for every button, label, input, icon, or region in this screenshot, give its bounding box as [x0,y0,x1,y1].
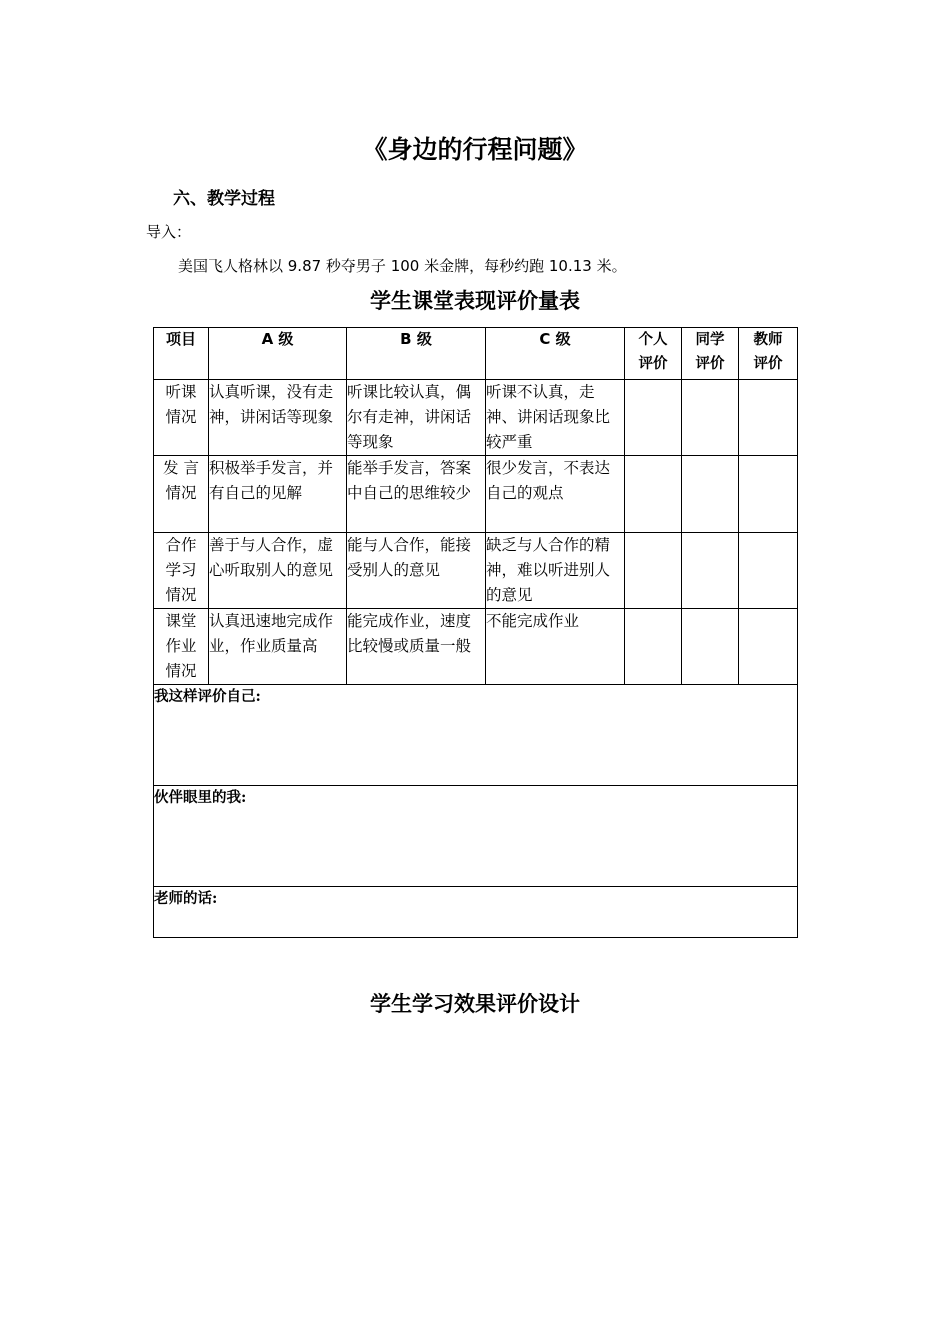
header-grade-a: A 级 [209,328,347,380]
header-item: 项目 [154,328,209,380]
grade-b-cell: 能与人合作，能接受别人的意见 [347,533,486,609]
partner-comment-field[interactable] [154,786,798,887]
grade-a-cell: 善于与人合作，虚心听取别人的意见 [209,533,347,609]
header-teacher-eval: 教师 评价 [739,328,798,380]
peer-eval-cell[interactable] [682,456,739,533]
grade-b-cell: 听课比较认真，偶尔有走神，讲闲话等现象 [347,380,486,456]
table-title: 学生课堂表现评价量表 [370,289,580,313]
table-row [154,533,798,609]
teacher-comment-field[interactable] [154,887,798,938]
self-eval-cell[interactable] [625,533,682,609]
grade-c-cell: 听课不认真，走神、讲闲话现象比较严重 [486,380,625,456]
self-eval-cell[interactable] [625,380,682,456]
header-self-eval: 个人 评价 [625,328,682,380]
document-title: 《身边的行程问题》 [362,135,588,164]
intro-text: 美国飞人格林以 9.87 秒夺男子 100 米金牌，每秒约跑 10.13 米。 [178,257,627,275]
peer-eval-cell[interactable] [682,533,739,609]
grade-a-cell: 积极举手发言，并有自己的见解 [209,456,347,533]
teacher-eval-cell[interactable] [739,609,798,685]
self-eval-cell[interactable] [625,609,682,685]
self-comment-label: 我这样评价自己: [154,688,261,705]
comment-row-teacher [154,887,798,938]
grade-b-cell: 能举手发言，答案中自己的思维较少 [347,456,486,533]
comment-row-partner [154,786,798,887]
evaluation-table [153,327,798,938]
self-eval-cell[interactable] [625,456,682,533]
intro-label: 导入： [146,223,192,241]
table-row [154,380,798,456]
teacher-eval-cell[interactable] [739,533,798,609]
table-header-row [154,328,798,380]
comment-row-self [154,685,798,786]
row-item-label: 听课 情况 [154,380,209,456]
grade-c-cell: 不能完成作业 [486,609,625,685]
peer-eval-cell[interactable] [682,609,739,685]
grade-a-cell: 认真迅速地完成作业，作业质量高 [209,609,347,685]
peer-eval-cell[interactable] [682,380,739,456]
teacher-eval-cell[interactable] [739,456,798,533]
grade-c-cell: 缺乏与人合作的精神，难以听进别人的意见 [486,533,625,609]
grade-c-cell: 很少发言，不表达自己的观点 [486,456,625,533]
row-item-label: 课堂 作业 情况 [154,609,209,685]
section-heading: 六、教学过程 [173,189,275,209]
header-peer-eval: 同学 评价 [682,328,739,380]
grade-a-cell: 认真听课，没有走神，讲闲话等现象 [209,380,347,456]
table-row [154,609,798,685]
self-comment-field[interactable] [154,685,798,786]
row-item-label: 合作 学习 情况 [154,533,209,609]
header-grade-b: B 级 [347,328,486,380]
partner-comment-label: 伙伴眼里的我: [154,789,247,806]
teacher-comment-label: 老师的话: [154,890,218,907]
teacher-eval-cell[interactable] [739,380,798,456]
header-grade-c: C 级 [486,328,625,380]
table-row [154,456,798,533]
bottom-section-title: 学生学习效果评价设计 [370,992,580,1016]
row-item-label: 发 言 情况 [154,456,209,533]
grade-b-cell: 能完成作业，速度比较慢或质量一般 [347,609,486,685]
